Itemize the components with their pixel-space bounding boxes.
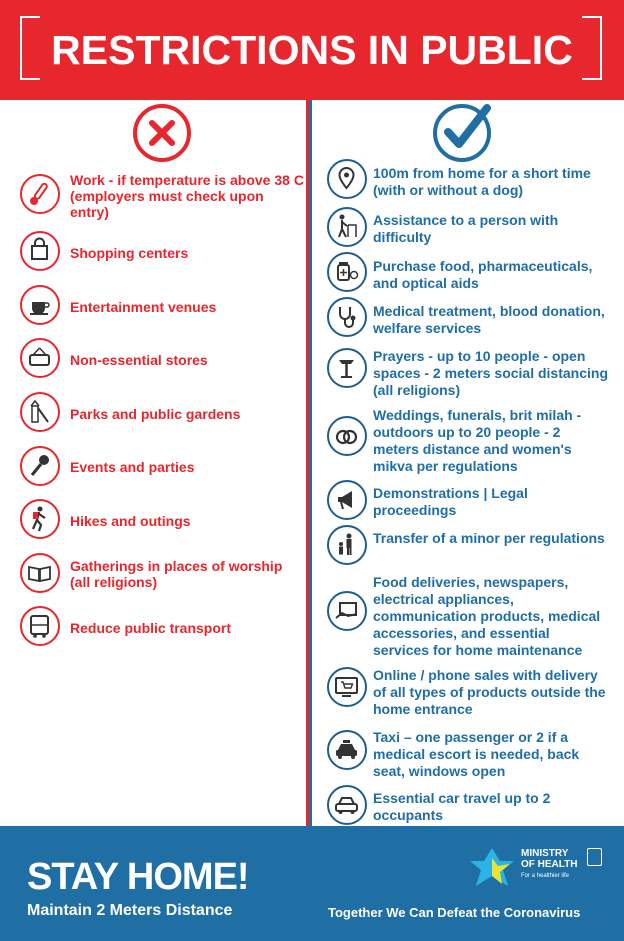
allowed-label-1: Assistance to a person with difficulty: [373, 212, 559, 245]
car-icon: [327, 785, 367, 825]
allowed-label-11: Essential car travel up to 2 occupants: [373, 790, 551, 823]
state-emblem-icon: [587, 848, 602, 866]
prohibited-label-hikes: Hikes and outings: [70, 513, 191, 529]
allowed-label-8: Food deliveries, newspapers, electrical appliances, communication products, medical accessories, and essential services for home maintenance: [373, 574, 601, 658]
check-circle-icon: [433, 104, 491, 162]
microphone-icon: [20, 446, 60, 486]
allowed-label-9: Online / phone sales with delivery of all types of products outside the home entrance: [373, 667, 606, 717]
x-circle-icon: [133, 104, 191, 162]
ministry-name-line1: MINISTRY: [521, 848, 569, 859]
delivery-box-icon: [327, 591, 367, 631]
walker-icon: [327, 207, 367, 247]
footer-tagline: Together We Can Defeat the Coronavirus: [328, 905, 581, 920]
allowed-label-6: Demonstrations | Legal proceedings: [373, 485, 528, 518]
parent-child-icon: [327, 525, 367, 565]
prohibited-label-worship: Gatherings in places of worship (all religions): [70, 558, 283, 590]
hiker-icon: [20, 499, 60, 539]
playground-icon: [20, 392, 60, 432]
taxi-icon: [327, 730, 367, 770]
stethoscope-icon: [327, 297, 367, 337]
ministry-logo: [470, 844, 602, 892]
allowed-label-5: Weddings, funerals, brit milah - outdoors up to 20 people - 2 meters distance and women's mikva per regulations: [373, 407, 582, 474]
coffee-cup-icon: [20, 285, 60, 325]
prohibited-label-shopping: Shopping centers: [70, 245, 189, 261]
prayer-book-icon: [20, 553, 60, 593]
prohibited-label-events: Events and parties: [70, 459, 195, 475]
prohibited-label-stores: Non-essential stores: [70, 352, 208, 368]
allowed-label-3: Medical treatment, blood donation, welfare services: [373, 303, 605, 336]
column-divider: [306, 100, 312, 826]
shopping-bag-icon: [20, 231, 60, 271]
prohibited-label-transport: Reduce public transport: [70, 620, 232, 636]
pharmacy-icon: [327, 252, 367, 292]
ministry-name: [521, 848, 577, 870]
location-pin-icon: [327, 159, 367, 199]
rings-icon: [327, 416, 367, 456]
stay-home-headline: STAY HOME!: [27, 856, 249, 898]
online-shop-icon: [327, 667, 367, 707]
footer-banner: [0, 826, 624, 941]
bus-icon: [20, 606, 60, 646]
store-sign-icon: [20, 338, 60, 378]
allowed-label-2: Purchase food, pharmaceuticals, and optical aids: [373, 258, 593, 291]
distance-subline: Maintain 2 Meters Distance: [27, 902, 233, 919]
ministry-name-line2: OF HEALTH: [521, 859, 578, 870]
page-title: RESTRICTIONS IN PUBLIC: [51, 27, 573, 73]
header-banner: [0, 0, 624, 100]
allowed-label-10: Taxi – one passenger or 2 if a medical escort is needed, back seat, windows open: [373, 729, 580, 779]
prohibited-label-work: Work - if temperature is above 38 C (employers must check upon entry): [70, 172, 304, 220]
ministry-star-icon: [470, 844, 520, 890]
allowed-label-4: Prayers - up to 10 people - open spaces - 2 meters social distancing (all religions): [373, 348, 608, 398]
prohibited-label-parks: Parks and public gardens: [70, 406, 241, 422]
thermometer-icon: [20, 174, 60, 214]
lectern-icon: [327, 348, 367, 388]
prohibited-label-entertainment: Entertainment venues: [70, 299, 217, 315]
allowed-label-0: 100m from home for a short time (with or without a dog): [373, 165, 591, 198]
megaphone-icon: [327, 480, 367, 520]
allowed-label-7: Transfer of a minor per regulations: [373, 530, 605, 546]
ministry-tagline: For a healthier life: [521, 873, 570, 879]
